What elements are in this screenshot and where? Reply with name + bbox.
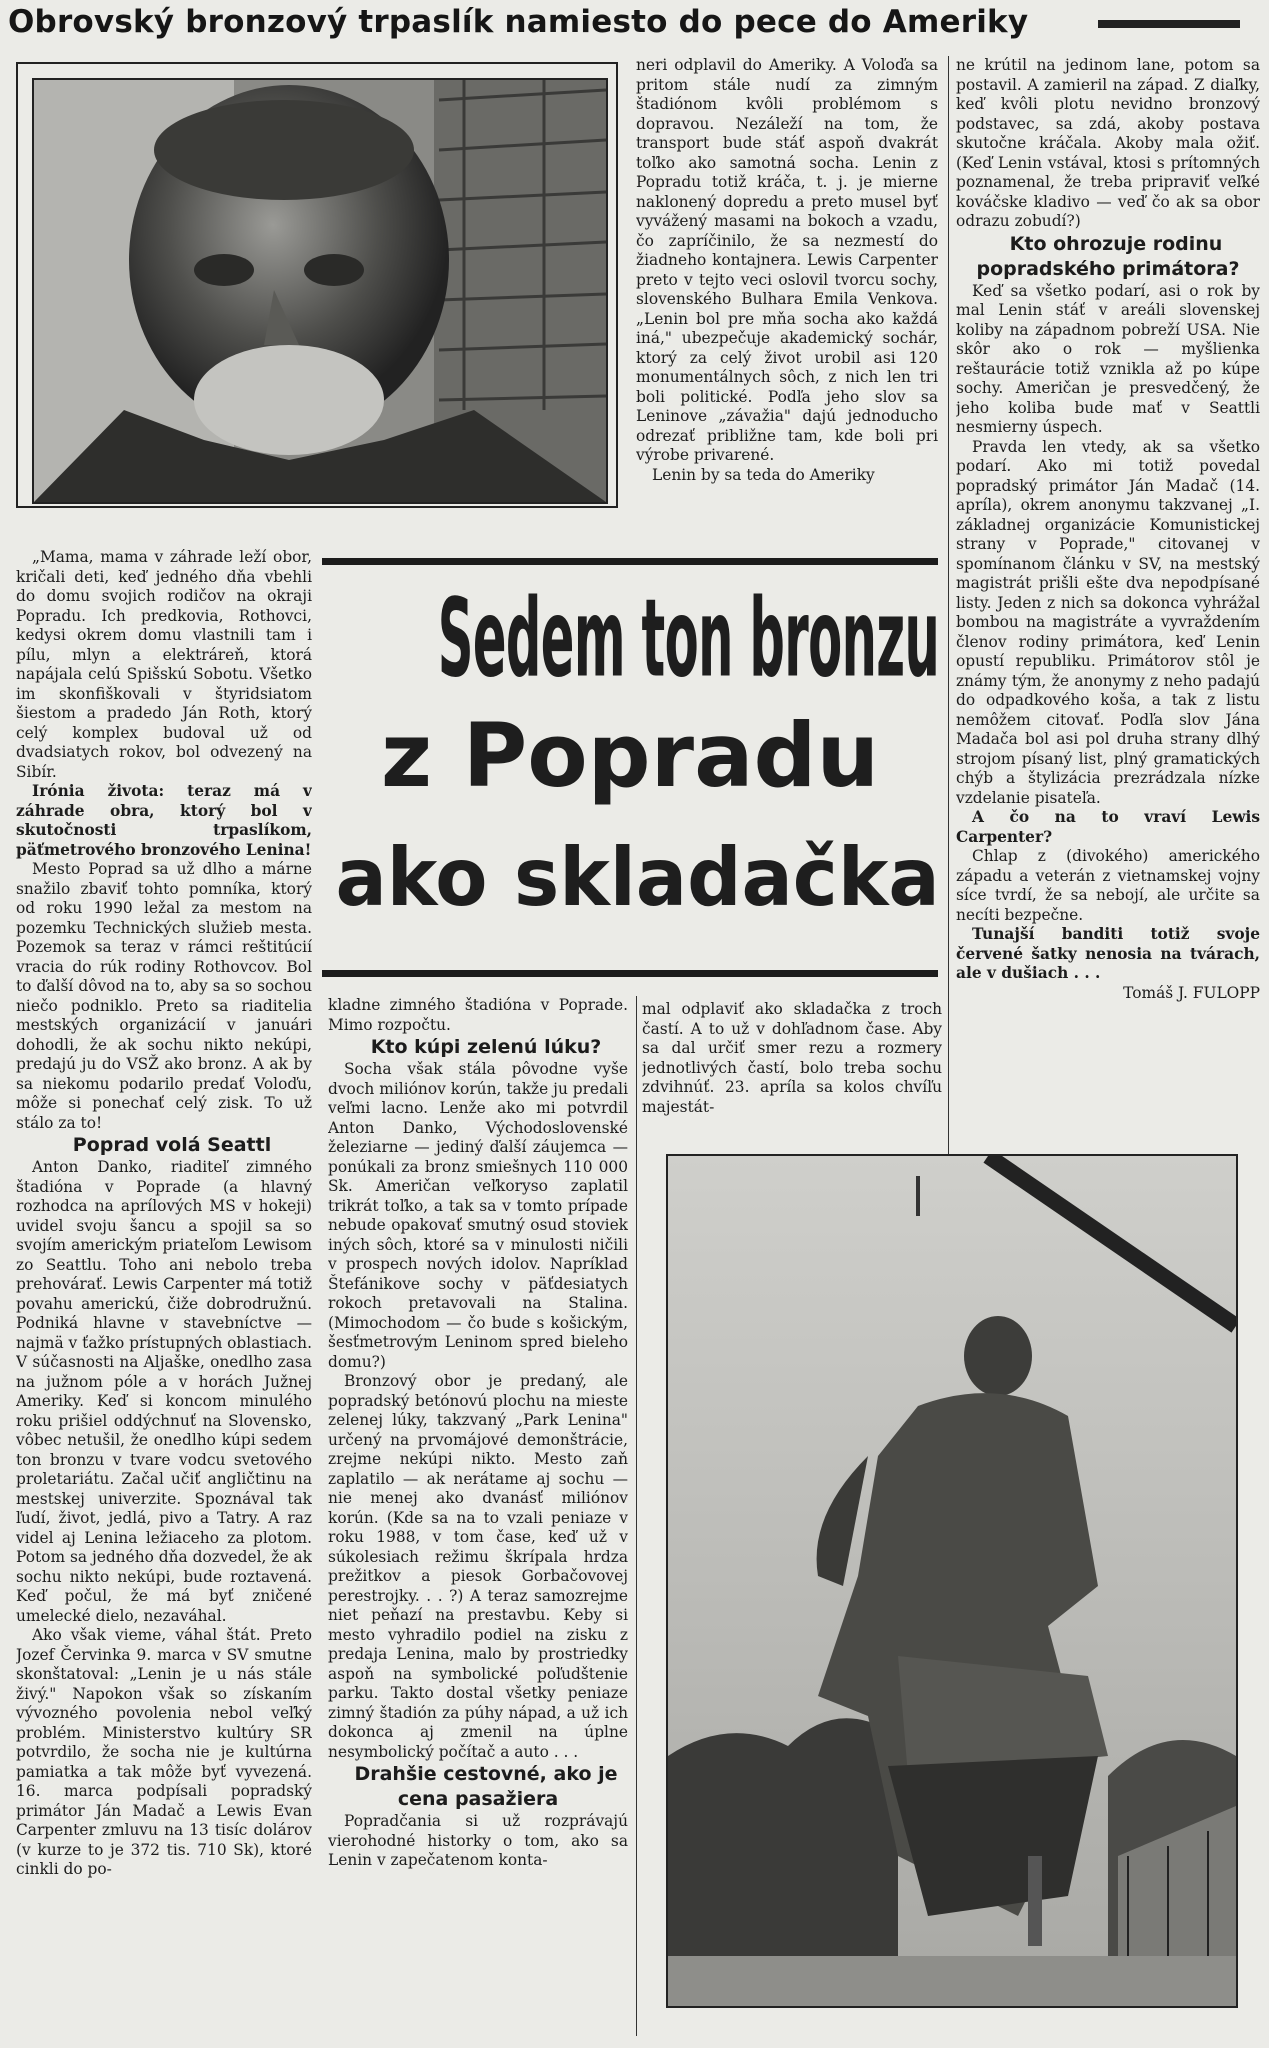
column-2-top — [636, 56, 938, 526]
photo-lenin-head-image — [34, 80, 606, 502]
col1-paragraph-5: Ako však vieme, váhal štát. Preto Jozef Červinka 9. marca v SV smutne skonštatoval: „Lenin je u nás stále živý." Napokon však so získaním vývozného povolenia nebol veľký problém. Ministerstvo kultúry SR potvrdilo, že socha nie je kultúrna pamiatka a tak môže byť vyvezená. 16. marca podpísali popradský primátor Ján Madač a Lewis Evan Carpenter zmluvu na 13 tisíc dolárov (v kurze to je 372 tis. 710 Sk), ktoré cinkli do po- — [16, 1626, 312, 1878]
col3-paragraph-1: ne krútil na jedinom lane, potom sa postavil. A zamieril na západ. Z diaľky, keď kvôli plotu nevidno bronzový podstavec, sa zdá, akoby postava skutočne kráčala. Akoby mala ožiť. (Keď Lenin vstával, ktosi s prítomných poznamenal, že treba pripraviť veľké kováčske kladivo — veď čo ak sa obor odrazu zobudí?) — [956, 56, 1260, 230]
column-3-top — [956, 56, 1260, 1156]
col3b-paragraph-1: mal odplaviť ako skladačka z troch častí. A to už v dohľadnom čase. Aby sa dal určiť smer rezu a rozmery jednotlivých častí, bolo treba sochu zdvihnúť. 23. apríla sa kolos chvíľu majestát- — [642, 1000, 942, 1116]
kicker-rule — [1098, 20, 1240, 28]
headline-line-3: ako skladačka — [335, 831, 940, 924]
col3-question: A čo na to vraví Lewis Carpenter? — [956, 808, 1260, 846]
col1-paragraph-1: „Mama, mama v záhrade leží obor, kričali deti, keď jedného dňa vbehli do domu svojich rodičov na okraji Popradu. Ich predkovia, Rothovci, kedysi okrem domu vlastnili tam i pílu, mlyn a elektráreň, ktorá napájala celú Spišskú Sobotu. Všetko im skonfiškovali v štyridsiatom šiestom a pradedo Ján Roth, ktorý celý komplex budoval už od dvadsiatych rokov, bol odvezený na Sibír. — [16, 548, 312, 781]
headline-line-1: Sedem ton bronzu — [437, 575, 940, 702]
headline-rule-top — [322, 558, 938, 565]
byline: Tomáš J. FULOPP — [1123, 983, 1260, 1002]
col3-emphasis: Tunajší banditi totiž svoje červené šatky nenosia na tvárach, ale v dušiach . . . — [956, 925, 1260, 982]
headline-rule-bottom — [322, 970, 938, 977]
column-divider-2 — [636, 996, 637, 2036]
col3-paragraph-5: Chlap z (divokého) amerického západu a veterán z vietnamskej vojny síce tvrdí, že sa nebojí, ale určite sa necíti bezpečne. — [956, 847, 1260, 924]
col2b-paragraph-1: Socha však stála pôvodne vyše dvoch miliónov korún, takže ju predali veľmi lacno. Lenže ako mi potvrdil Anton Danko, Východoslovenské železiarne — jediný ďalší záujemca — ponúkali za bronz smiešnych 110 000 Sk. Američan veľkoryso zaplatil trikrát toľko, a tak sa v tomto prípade nebude opakovať smutný osud stoviek iných sôch, ktoré sa v minulosti ničili v prospech nových idolov. Napríklad Štefánikove sochy v päťdesiatych rokoch pretavovali na Stalina. (Mimochodom — čo bude s košickým, šesťmetrovým Leninom spred bieleho domu?) — [328, 1060, 628, 1371]
kicker-headline: Obrovský bronzový trpaslík namiesto do pece do Ameriky — [8, 4, 1029, 40]
col2-paragraph-2: Lenin by sa teda do Ameriky — [652, 465, 875, 484]
photo-lenin-head — [32, 78, 608, 504]
headline-line-2: z Popradu — [380, 704, 880, 807]
col1-paragraph-3: Mesto Poprad sa už dlho a márne snažilo zbaviť tohto pomníka, ktorý od roku 1990 ležal za mestom na pozemku Technických služieb mesta. Pozemok sa teraz v rámci reštitúcií vracia do rúk rodiny Rothovcov. Bol to ďalší dôvod na to, aby sa so sochou niečo podniklo. Preto sa riaditelia mestských organizácií v januári dohodli, že ak sochu nikto nekúpi, predajú ju do VSŽ ako bronz. A ak by sa niekomu podarilo predať Voloďu, môže si ponechať celý zisk. To už stálo za to! — [16, 860, 312, 1132]
col3-paragraph-2: Keď sa všetko podarí, asi o rok by mal Lenin stáť v areáli slovenskej koliby na západnom pobreží USA. Nie skôr ako o rok — myšlienka reštaurácie totiž vznikla až po kúpe sochy. Američan je presvedčený, že jeho koliba bude mať v Seattli nesmierny úspech. — [956, 281, 1260, 436]
col2b-paragraph-3: Popradčania si už rozprávajú vierohodné historky o tom, ako sa Lenin v zapečatenom konta- — [328, 1812, 628, 1869]
col1-emphasis: Irónia života: teraz má v záhrade obra, ktorý bol v skutočnosti trpaslíkom, päťmetrového bronzového Lenina! — [16, 782, 312, 859]
photo-statue-lift — [666, 1154, 1238, 2008]
col2b-paragraph-2: Bronzový obor je predaný, ale popradský betónovú plochu na mieste zelenej lúky, takzvaný „Park Lenina" určený na prvomájové demonštrácie, zrejme nekúpi nikto. Mesto zaň zaplatilo — ak nerátame aj sochu — nie menej ako dvanásť miliónov korún. (Kde sa na to vzali peniaze v roku 1988, v tom čase, keď už v súkolesiach režimu škrípala hrdza prežitkov a piesok Gorbačovovej perestrojky. . . ?) A teraz samozrejme niet peňazí na prestavbu. Keby si mesto vyhradilo podiel na zisku z predaja Lenina, malo by prostriedky aspoň na symbolické poľudštenie parku. Takto dostal všetky peniaze zimný štadión za púhy nápad, a už ich dokonca aj zmenil na úplne nesymbolický počítač a auto . . . — [328, 1372, 628, 1761]
col2-paragraph-1: neri odplavil do Ameriky. A Voloďa sa pritom stále nudí za zimným štadiónom kvôli problémom s dopravou. Nezáleží na tom, že transport bude stáť aspoň dvakrát toľko ako samotná socha. Lenin z Popradu totiž kráča, t. j. je mierne naklonený dopredu a preto musel byť vyvážený masami na bokoch a vzadu, čo zapríčinilo, že sa nezmestí do žiadneho kontajnera. Lewis Carpenter preto v tejto veci oslovil tvorcu sochy, slovenského Bulhara Emila Venkova. „Lenin bol pre mňa socha ako každá iná," ubezpečuje akademický sochár, ktorý za celý život urobil asi 120 monumentálnych sôch, z nich len tri boli politické. Podľa jeho slov sa Leninove „závažia" dajú jednoducho odrezať približne tam, kde boli pri výrobe privarené. — [636, 56, 938, 464]
subheading-primator: Kto ohrozuje rodinu popradského primátora? — [976, 232, 1240, 280]
col1-paragraph-4: Anton Danko, riaditeľ zimného štadióna v Poprade (a hlavný rozhodca na aprílových MS v hokeji) uvidel svoju šancu a spojil sa so svojím americkým priateľom Lewisom zo Seattlu. Toho ani nebolo treba prehovárať. Lewis Carpenter má totiž povahu americkú, čiže dobrodružnú. Podniká hlavne v stavebníctve — najmä v ťažko prístupných oblastiach. V súčasnosti na Aljaške, onedlho zasa na južnom póle a v horách Južnej Ameriky. Keď si koncom minulého roku prišiel oddýchnuť na Slovensko, vôbec netušil, že onedlho kúpi sedem ton bronzu v tvare vodcu svetového proletariátu. Začal učiť angličtinu na mestskej univerzite. Spoznával tak ľudí, život, jedlá, pivo a Tatry. A raz videl aj Lenina ležiaceho za plotom. Potom sa jedného dňa dozvedel, že ak sochu nikto nekúpi, bude roztavená. Keď počul, že má byť zničené umelecké dielo, nezaváhal. — [16, 1158, 312, 1625]
col2b-paragraph-0: kladne zimného štadióna v Poprade. Mimo rozpočtu. — [328, 996, 628, 1034]
column-3-bottom — [642, 1000, 942, 1120]
col3-paragraph-3: Pravda len vtedy, ak sa všetko podarí. Ako mi totiž povedal popradský primátor Ján Madač (14. apríla), okrem anonymu takzvanej „I. základnej organizácie Komunistickej strany v Poprade," citovanej v spomínanom článku v SV, na mestský magistrát prišli ešte dva nepodpísané listy. Jeden z nich sa dokonca vyhrážal bombou na magistráte a vyvraždením členov rodiny primátora, keď Lenin opustí republiku. Primátorov stôl je známy tým, že anonymy z neho padajú do odpadkového koša, a tak z listu nemôžem citovať. Podľa slov Jána Madača bol asi pol druha strany dlhý strojom písaný list, plný gramatických chýb a štylizácia prezrádzala nízke vzdelanie pisateľa. — [956, 437, 1260, 807]
column-divider — [948, 56, 949, 1156]
photo-statue-lift-image — [668, 1156, 1236, 2006]
subheading-cestovne: Drahšie cestovné, ako je cena pasažiera — [354, 1763, 618, 1810]
column-1 — [16, 548, 312, 2044]
subheading-poprad: Poprad volá Seattl — [72, 1134, 272, 1156]
subheading-luka: Kto kúpi zelenú lúku? — [370, 1036, 602, 1058]
column-2-bottom — [328, 996, 628, 2044]
